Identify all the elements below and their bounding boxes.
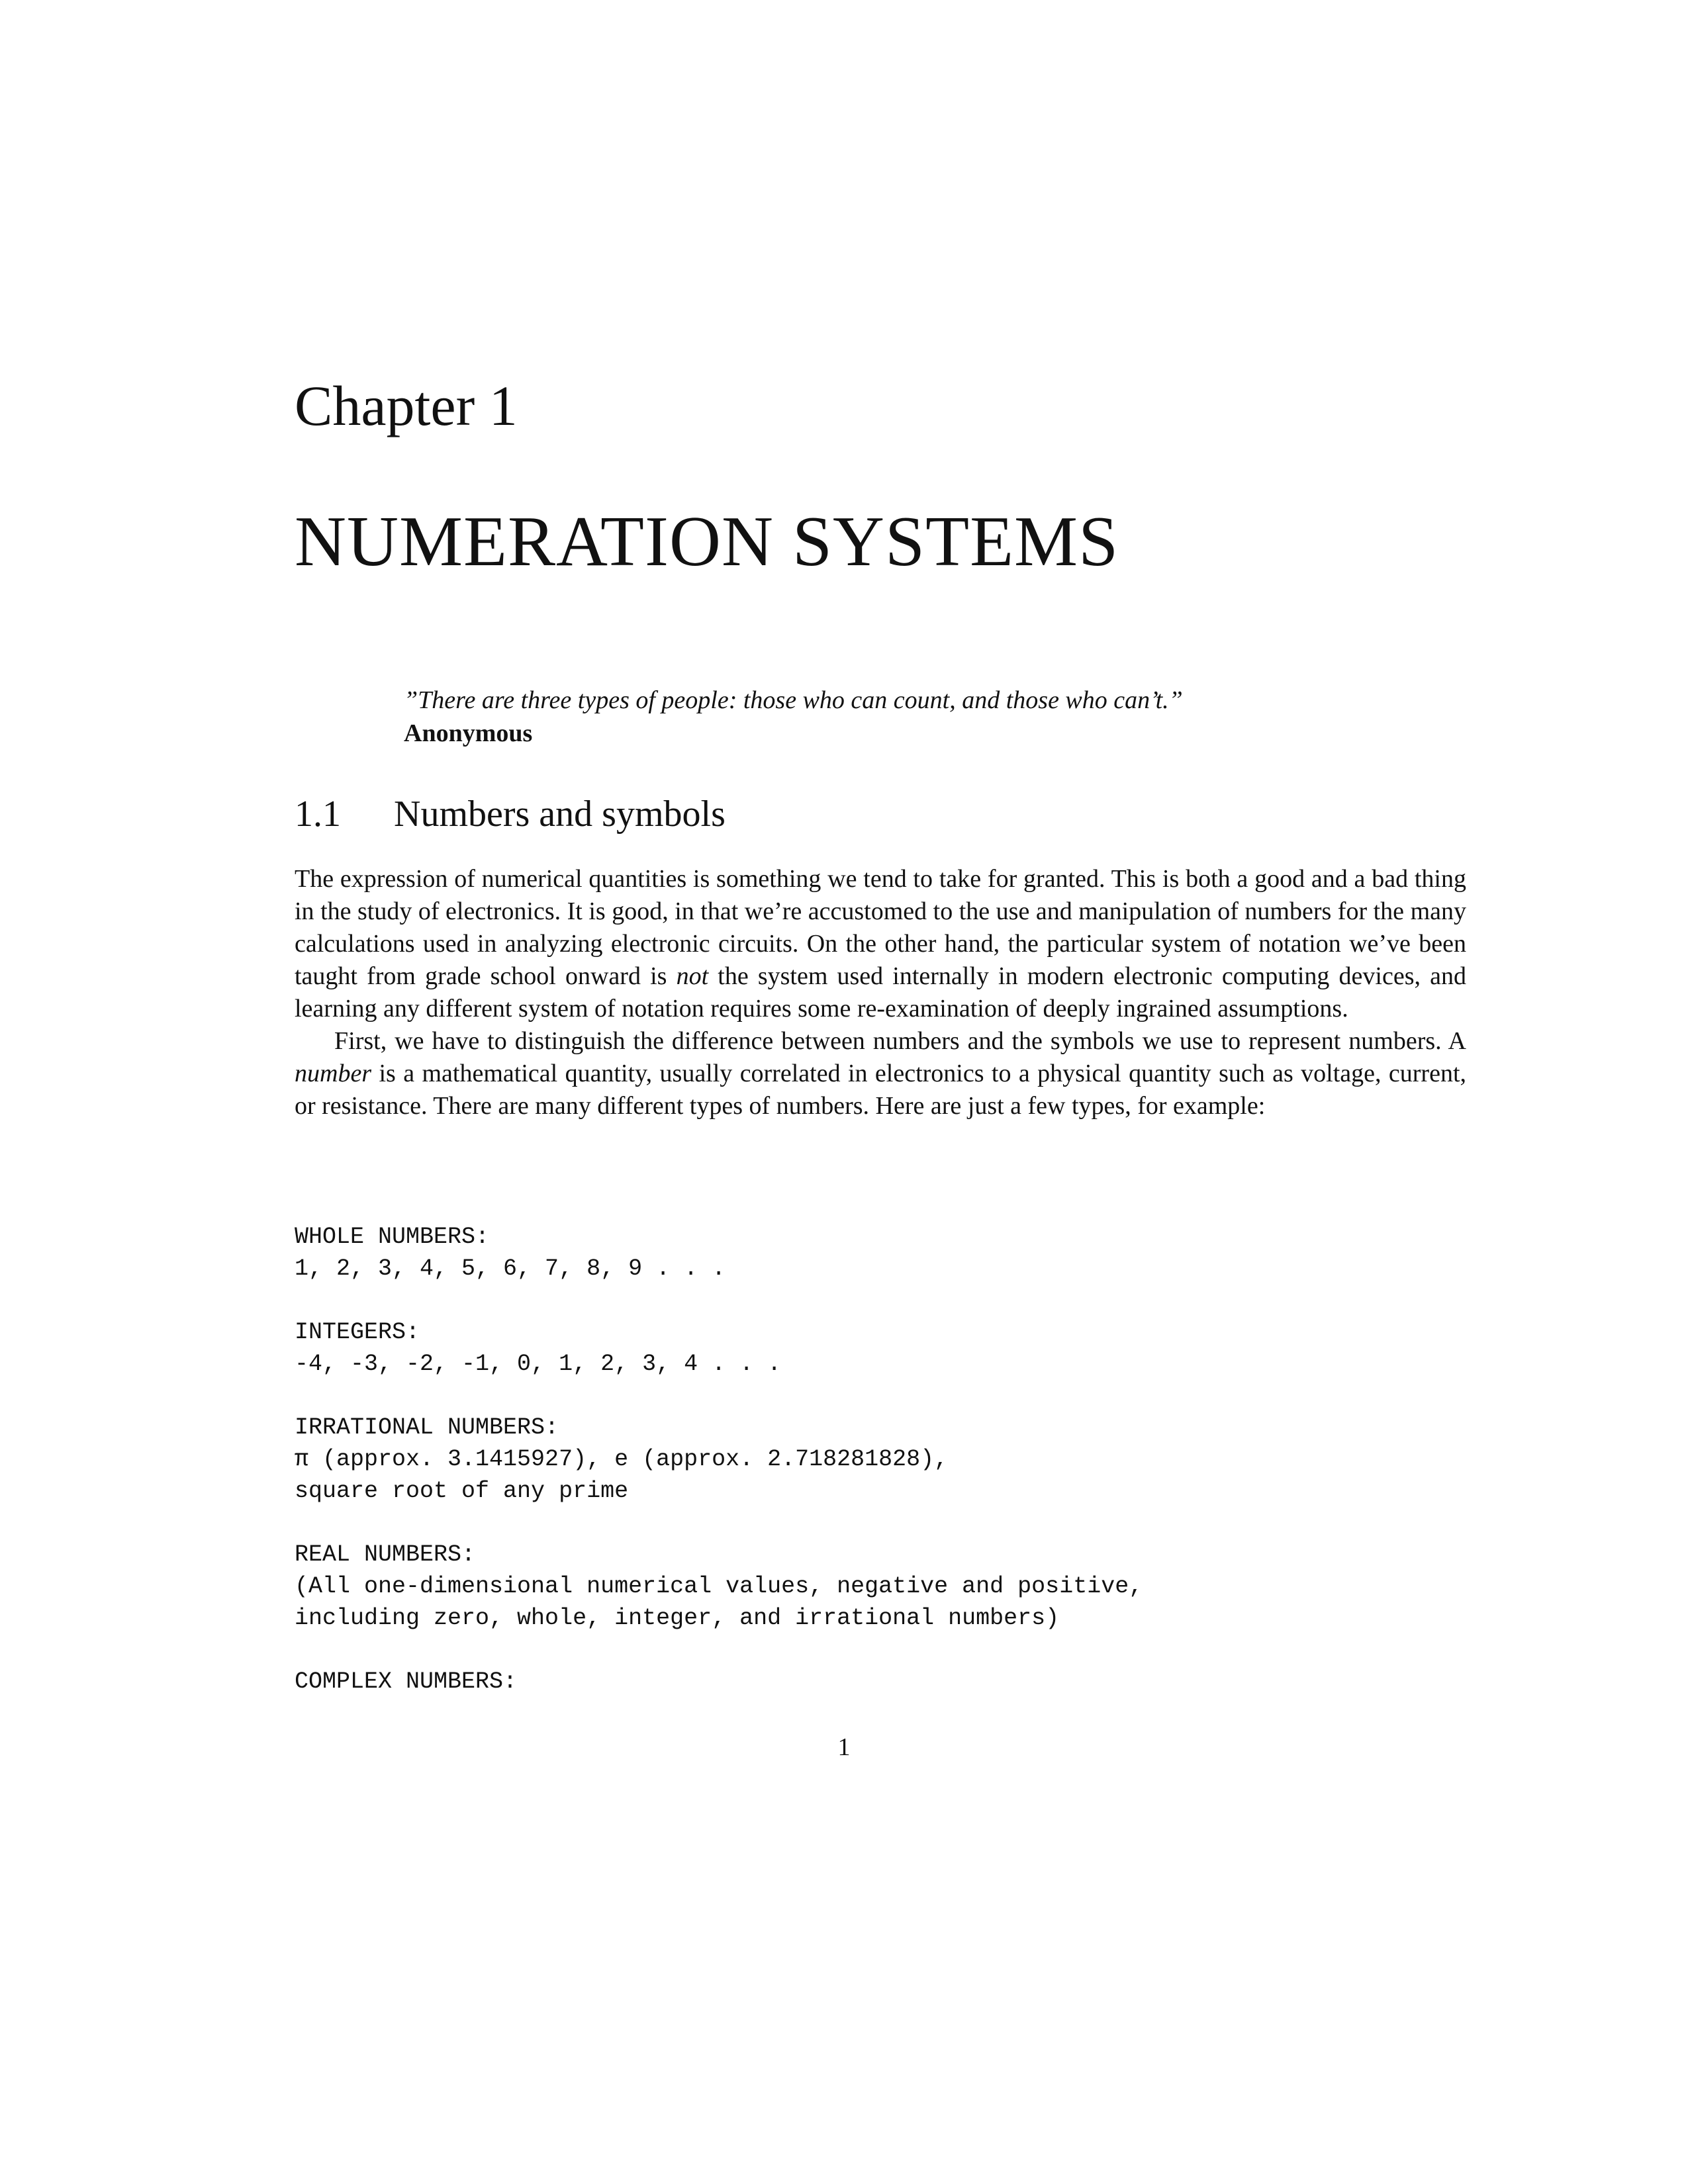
number-type-group bbox=[295, 1412, 1143, 1507]
paragraph-1-text-end: the system used internally in modern electronic computing devices, and learning any different system of notation requires some re-examination of deeply ingrained assumptions. bbox=[295, 962, 1466, 1023]
chapter-label: Chapter 1 bbox=[295, 374, 518, 437]
paragraph-1 bbox=[295, 863, 1466, 1025]
number-type-example: 1, 2, 3, 4, 5, 6, 7, 8, 9 . . . bbox=[295, 1255, 726, 1282]
paragraph-1-emphasis: not bbox=[676, 962, 709, 990]
page-number: 1 bbox=[837, 1733, 851, 1761]
paragraph-1-text: The expression of numerical quantities is something we tend to take for granted. This is both a good and a bad thing in the study of electronics. It is good, in that we’re accustomed to the use and manipulation of numbers for the many calculations used in analyzing electronic circuits. On the other hand, the particular system of notation we’ve been taught from grade school onward is bbox=[295, 865, 1466, 990]
epigraph bbox=[404, 684, 1183, 750]
number-type-example: π (approx. 3.1415927), e (approx. 2.718281828), bbox=[295, 1446, 949, 1473]
section-title: Numbers and symbols bbox=[394, 794, 726, 835]
body-text bbox=[295, 863, 1466, 1122]
paragraph-2-emphasis: number bbox=[295, 1060, 372, 1087]
paragraph-2 bbox=[295, 1025, 1466, 1122]
number-type-example: -4, -3, -2, -1, 0, 1, 2, 3, 4 . . . bbox=[295, 1351, 782, 1377]
number-type-heading: IRRATIONAL NUMBERS: bbox=[295, 1414, 559, 1441]
number-type-group bbox=[295, 1666, 1143, 1698]
epigraph-author: Anonymous bbox=[404, 719, 533, 747]
chapter-title: NUMERATION SYSTEMS bbox=[295, 502, 1119, 581]
section-number: 1.1 bbox=[295, 794, 341, 835]
number-type-group bbox=[295, 1221, 1143, 1285]
number-type-group bbox=[295, 1539, 1143, 1634]
section-heading bbox=[295, 794, 726, 835]
paragraph-2-text: is a mathematical quantity, usually correlated in electronics to a physical quantity such as voltage, current, or resistance. There are many different types of numbers. Here are just a few types, for example: bbox=[295, 1060, 1466, 1120]
number-type-group bbox=[295, 1316, 1143, 1380]
number-type-example: square root of any prime bbox=[295, 1478, 629, 1504]
number-type-heading: WHOLE NUMBERS: bbox=[295, 1224, 490, 1250]
number-type-example: (All one-dimensional numerical values, negative and positive, bbox=[295, 1573, 1143, 1600]
number-type-heading: INTEGERS: bbox=[295, 1319, 420, 1345]
number-type-example: including zero, whole, integer, and irrational numbers) bbox=[295, 1605, 1060, 1631]
epigraph-quote: ”There are three types of people: those who can count, and those who can’t.” bbox=[404, 686, 1183, 714]
paragraph-2-lead: First, we have to distinguish the difference between numbers and the symbols we use to represent numbers. A bbox=[334, 1027, 1466, 1055]
number-types-list bbox=[295, 1221, 1143, 1729]
number-type-heading: COMPLEX NUMBERS: bbox=[295, 1668, 518, 1695]
number-type-heading: REAL NUMBERS: bbox=[295, 1541, 476, 1568]
